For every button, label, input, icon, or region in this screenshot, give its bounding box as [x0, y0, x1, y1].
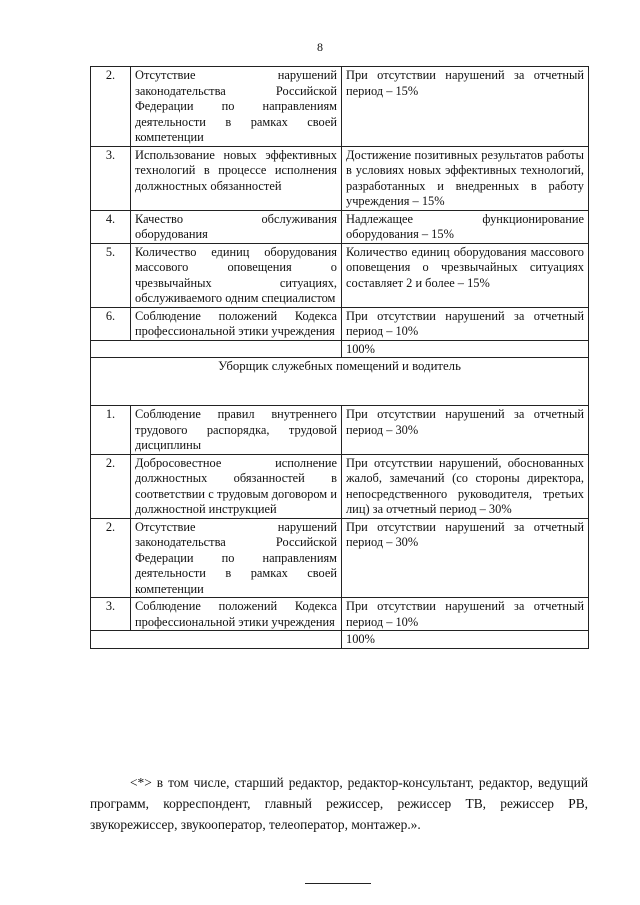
row-number: 6. — [91, 307, 131, 340]
footer-divider — [305, 883, 371, 884]
table-row — [91, 518, 589, 598]
condition-cell: Количество единиц оборудования массового оповещения о чрезвычайных ситуациях составляет 2 и более – 15% — [342, 243, 589, 307]
row-number: 2. — [91, 454, 131, 518]
section-row — [91, 358, 589, 406]
condition-cell: При отсутствии нарушений за отчетный период – 15% — [342, 67, 589, 147]
table-row — [91, 406, 589, 455]
criterion-cell: Отсутствие нарушений законодательства Российской Федерации по направлениям деятельности в рамках своей компетенции — [131, 67, 342, 147]
table-row — [91, 243, 589, 307]
criterion-cell: Качество обслуживания оборудования — [131, 210, 342, 243]
total-empty-cell — [91, 340, 342, 358]
condition-cell: Надлежащее функционирование оборудования – 15% — [342, 210, 589, 243]
condition-cell: При отсутствии нарушений за отчетный период – 30% — [342, 406, 589, 455]
row-number: 1. — [91, 406, 131, 455]
criteria-table — [90, 66, 589, 649]
criterion-cell: Отсутствие нарушений законодательства Российской Федерации по направлениям деятельности в рамках своей компетенции — [131, 518, 342, 598]
criterion-cell: Добросовестное исполнение должностных обязанностей в соответствии с трудовым договором и должностной инструкцией — [131, 454, 342, 518]
total-row — [91, 340, 589, 358]
row-number: 5. — [91, 243, 131, 307]
condition-cell: При отсутствии нарушений за отчетный период – 10% — [342, 598, 589, 631]
row-number: 3. — [91, 598, 131, 631]
criterion-cell: Количество единиц оборудования массового оповещения о чрезвычайных ситуациях, обслуживаемого одним специалистом — [131, 243, 342, 307]
table-row — [91, 67, 589, 147]
total-cell: 100% — [342, 631, 589, 649]
condition-cell: При отсутствии нарушений за отчетный период – 10% — [342, 307, 589, 340]
criterion-cell: Использование новых эффективных технологий в процессе исполнения должностных обязанностей — [131, 146, 342, 210]
criterion-cell: Соблюдение правил внутреннего трудового распорядка, трудовой дисциплины — [131, 406, 342, 455]
table-row — [91, 454, 589, 518]
row-number: 4. — [91, 210, 131, 243]
criterion-cell: Соблюдение положений Кодекса профессиональной этики учреждения — [131, 307, 342, 340]
condition-cell: Достижение позитивных результатов работы в условиях новых эффективных технологий, разработанных и внедренных в работу учреждения – 15% — [342, 146, 589, 210]
total-row — [91, 631, 589, 649]
table-row — [91, 307, 589, 340]
total-cell: 100% — [342, 340, 589, 358]
row-number: 2. — [91, 67, 131, 147]
table-row — [91, 146, 589, 210]
table-row — [91, 210, 589, 243]
page-number: 8 — [317, 40, 323, 54]
footnote: <*> в том числе, старший редактор, редактор-консультант, редактор, ведущий программ, корреспондент, главный режиссер, режиссер ТВ, режиссер РВ, звукорежиссер, звукооператор, телеоператор, монтажер.». — [90, 775, 588, 832]
row-number: 3. — [91, 146, 131, 210]
condition-cell: При отсутствии нарушений, обоснованных жалоб, замечаний (со стороны директора, непосредственного руководителя, третьих лиц) за отчетный период – 30% — [342, 454, 589, 518]
condition-cell: При отсутствии нарушений за отчетный период – 30% — [342, 518, 589, 598]
total-empty-cell — [91, 631, 342, 649]
section-title: Уборщик служебных помещений и водитель — [91, 358, 589, 406]
row-number: 2. — [91, 518, 131, 598]
criterion-cell: Соблюдение положений Кодекса профессиональной этики учреждения — [131, 598, 342, 631]
table-row — [91, 598, 589, 631]
